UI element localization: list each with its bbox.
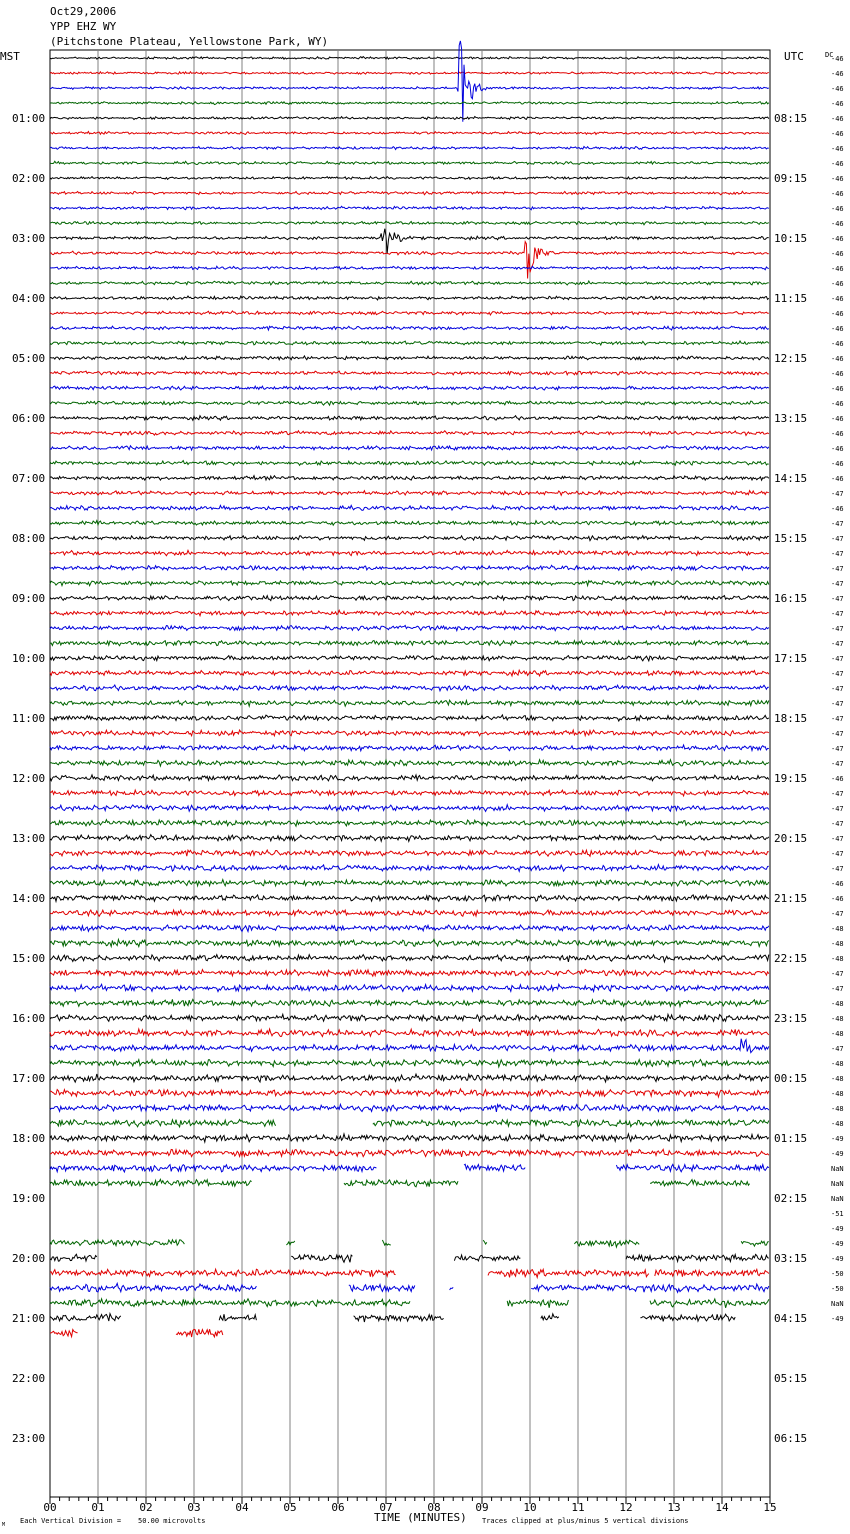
x-tick-label: 10: [523, 1501, 537, 1514]
left-hour-label: 05:00: [12, 352, 46, 365]
dc-offset-value: -47: [831, 535, 844, 543]
dc-offset-value: -49: [831, 1135, 844, 1143]
left-hour-label: 09:00: [12, 592, 46, 605]
seismic-trace: [50, 955, 769, 962]
left-hour-label: 21:00: [12, 1312, 46, 1325]
seismic-trace: [50, 820, 769, 827]
dc-offset-value: -47: [831, 910, 844, 918]
dc-offset-value: -48: [831, 940, 844, 948]
dc-offset-value: -47: [831, 655, 844, 663]
seismic-trace: [50, 326, 769, 330]
x-tick-label: 05: [283, 1501, 297, 1514]
dc-offset-value: -46: [831, 325, 844, 333]
seismic-trace: [50, 266, 769, 269]
seismic-trace: [50, 1039, 769, 1053]
seismic-trace: [50, 641, 769, 646]
dc-offset-value: -48: [831, 955, 844, 963]
dc-offset-value: -47: [831, 550, 844, 558]
dc-offset-value: -46: [831, 310, 844, 318]
dc-offset-value: -47: [831, 790, 844, 798]
right-hour-label: 21:15: [774, 892, 808, 905]
seismic-trace: [50, 1240, 769, 1247]
seismic-trace: [50, 1164, 769, 1172]
seismic-trace: [50, 760, 769, 766]
seismic-trace: [50, 790, 769, 796]
seismic-trace: [50, 910, 769, 916]
seismic-trace: [50, 670, 769, 676]
dc-offset-value: -47: [831, 490, 844, 498]
dc-offset-value: -46: [831, 445, 844, 453]
seismic-trace: [50, 1299, 769, 1308]
dc-offset-value: -46: [831, 415, 844, 423]
dc-offset-value: -46: [831, 355, 844, 363]
right-hour-label: 01:15: [774, 1132, 808, 1145]
right-hour-label: 17:15: [774, 652, 808, 665]
seismic-trace: [50, 939, 769, 946]
dc-offset-value: -48: [831, 1015, 844, 1023]
dc-offset-value: -46: [831, 295, 844, 303]
dc-offset-value: -46: [831, 235, 844, 243]
left-hour-label: 07:00: [12, 472, 46, 485]
x-tick-label: 04: [235, 1501, 249, 1514]
dc-offset-value: -48: [831, 1090, 844, 1098]
dc-offset-value: -46: [831, 85, 844, 93]
seismic-trace: [50, 1059, 769, 1067]
scale-note: Each Vertical Division = 50.00 microvolts: [20, 1517, 206, 1525]
seismic-trace: [50, 550, 769, 555]
right-hour-label: 00:15: [774, 1072, 808, 1085]
dc-offset-value: -47: [831, 760, 844, 768]
dc-offset-value: -47: [831, 820, 844, 828]
dc-offset-value: -47: [831, 610, 844, 618]
left-hour-label: 06:00: [12, 412, 46, 425]
seismic-trace: [50, 221, 769, 225]
left-hour-label: 22:00: [12, 1372, 46, 1385]
right-hour-label: 05:15: [774, 1372, 808, 1385]
dc-offset-value: -47: [831, 850, 844, 858]
seismic-trace: [50, 925, 769, 932]
dc-offset-value: -46: [831, 250, 844, 258]
dc-offset-value: -47: [831, 670, 844, 678]
x-axis-label: TIME (MINUTES): [374, 1511, 467, 1524]
left-hour-label: 15:00: [12, 952, 46, 965]
dc-offset-value: -47: [831, 1045, 844, 1053]
seismic-trace: [50, 191, 769, 195]
seismic-trace: [50, 850, 769, 856]
right-hour-label: 06:15: [774, 1432, 808, 1445]
dc-offset-value: -46: [831, 460, 844, 468]
left-hour-label: 20:00: [12, 1252, 46, 1265]
dc-offset-value: -47: [831, 745, 844, 753]
x-tick-label: 03: [187, 1501, 201, 1514]
seismic-trace: [50, 700, 769, 706]
dc-offset-value: -47: [831, 715, 844, 723]
right-hour-label: 03:15: [774, 1252, 808, 1265]
x-tick-label: 06: [331, 1501, 345, 1514]
seismic-trace: [50, 72, 769, 75]
right-hour-label: 02:15: [774, 1192, 808, 1205]
dc-offset-value: -51: [831, 1210, 844, 1218]
right-hour-label: 22:15: [774, 952, 808, 965]
left-hour-label: 10:00: [12, 652, 46, 665]
dc-offset-value: -48: [831, 925, 844, 933]
plot-date: Oct29,2006: [50, 5, 117, 18]
seismic-trace: [50, 1104, 769, 1112]
dc-offset-value: -47: [831, 985, 844, 993]
seismic-trace: [50, 1074, 769, 1082]
left-hour-label: 08:00: [12, 532, 46, 545]
seismic-trace: [50, 581, 769, 586]
seismic-trace: [50, 984, 769, 991]
dc-offset-value: NaN: [831, 1165, 844, 1173]
left-hour-label: 03:00: [12, 232, 46, 245]
left-hour-label: 23:00: [12, 1432, 46, 1445]
right-hour-label: 16:15: [774, 592, 808, 605]
seismic-trace: [50, 356, 769, 360]
seismic-trace: [50, 745, 769, 751]
left-hour-label: 16:00: [12, 1012, 46, 1025]
dc-offset-value: -46: [831, 475, 844, 483]
x-tick-label: 13: [667, 1501, 681, 1514]
dc-offset-value: -46: [831, 145, 844, 153]
dc-offset-value: -47: [831, 565, 844, 573]
seismic-trace: [50, 1179, 750, 1187]
dc-offset-value: -46: [831, 280, 844, 288]
dc-offset-value: -46: [831, 265, 844, 273]
dc-offset-value: -46: [831, 100, 844, 108]
seismic-trace: [50, 610, 769, 615]
dc-offset-value: -47: [831, 640, 844, 648]
left-hour-label: 04:00: [12, 292, 46, 305]
x-tick-label: 11: [571, 1501, 585, 1514]
seismic-trace: [50, 1149, 769, 1157]
dc-offset-value: -46: [831, 220, 844, 228]
dc-offset-value: -46: [831, 55, 844, 63]
seismic-trace: [50, 446, 769, 450]
seismic-trace: [50, 1014, 769, 1021]
seismic-trace: [50, 835, 769, 842]
seismic-trace: [50, 895, 769, 901]
seismic-trace: [50, 656, 769, 661]
dc-offset-value: -46: [831, 895, 844, 903]
seismic-trace: [50, 1314, 735, 1322]
seismic-trace: [50, 596, 769, 601]
seismic-trace: [50, 416, 769, 421]
dc-offset-value: -47: [831, 595, 844, 603]
x-tick-label: 08: [427, 1501, 441, 1514]
dc-offset-value: -46: [831, 340, 844, 348]
left-hour-label: 18:00: [12, 1132, 46, 1145]
dc-offset-value: -47: [831, 520, 844, 528]
seismic-trace: [50, 730, 769, 736]
dc-offset-value: -47: [831, 685, 844, 693]
x-tick-label: 15: [763, 1501, 777, 1514]
x-tick-label: 09: [475, 1501, 489, 1514]
seismic-trace: [50, 536, 769, 541]
left-hour-label: 14:00: [12, 892, 46, 905]
x-tick-label: 07: [379, 1501, 393, 1514]
dc-offset-value: -47: [831, 700, 844, 708]
dc-offset-value: -49: [831, 1240, 844, 1248]
seismic-trace: [50, 311, 769, 315]
dc-offset-value: -47: [831, 970, 844, 978]
seismic-trace: [50, 880, 769, 886]
dc-offset-value: -46: [831, 130, 844, 138]
dc-offset-value: -50: [831, 1285, 844, 1293]
seismic-trace: [50, 1329, 223, 1337]
seismic-trace: [50, 341, 769, 345]
dc-offset-value: -46: [831, 775, 844, 783]
x-tick-label: 14: [715, 1501, 729, 1514]
dc-offset-value: -50: [831, 1270, 844, 1278]
dc-offset-value: -48: [831, 1105, 844, 1113]
dc-offset-value: -49: [831, 1225, 844, 1233]
dc-offset-value: -49: [831, 1255, 844, 1263]
seismic-trace: [50, 461, 769, 466]
dc-offset-value: -46: [831, 175, 844, 183]
corner-mark: M: [2, 1522, 6, 1528]
traces: [50, 41, 769, 1337]
seismic-trace: [50, 242, 769, 279]
left-hour-label: 19:00: [12, 1192, 46, 1205]
left-hour-label: 02:00: [12, 172, 46, 185]
seismic-trace: [50, 296, 769, 300]
seismic-trace: [50, 102, 769, 105]
seismic-trace: [50, 229, 769, 253]
dc-offset-value: -46: [831, 370, 844, 378]
seismic-trace: [50, 117, 769, 120]
right-hour-label: 09:15: [774, 172, 808, 185]
seismic-trace: [50, 1134, 769, 1142]
seismic-trace: [50, 805, 769, 812]
left-hour-label: 17:00: [12, 1072, 46, 1085]
right-hour-label: 04:15: [774, 1312, 808, 1325]
right-hour-label: 15:15: [774, 532, 808, 545]
seismic-trace: [50, 371, 769, 375]
right-hour-label: 08:15: [774, 112, 808, 125]
seismic-trace: [50, 1029, 769, 1037]
left-hour-label: 11:00: [12, 712, 46, 725]
right-hour-label: 11:15: [774, 292, 808, 305]
seismic-trace: [50, 1119, 769, 1127]
dc-offset-value: -47: [831, 730, 844, 738]
dc-offset-value: -46: [831, 400, 844, 408]
dc-offset-value: -46: [831, 880, 844, 888]
seismic-trace: [50, 476, 769, 481]
dc-offset-header: DC: [825, 51, 834, 59]
x-tick-label: 01: [91, 1501, 105, 1514]
dc-offset-value: -46: [831, 430, 844, 438]
seismic-trace: [50, 177, 769, 180]
right-hour-label: 13:15: [774, 412, 808, 425]
right-hour-label: 14:15: [774, 472, 808, 485]
left-hour-label: 12:00: [12, 772, 46, 785]
seismic-trace: [50, 281, 769, 285]
seismic-trace: [50, 775, 769, 781]
dc-offset-value: -47: [831, 865, 844, 873]
seismic-trace: [50, 147, 769, 150]
seismic-trace: [50, 505, 769, 510]
dc-offset-value: -46: [831, 160, 844, 168]
seismic-trace: [50, 1089, 769, 1097]
dc-offset-value: -46: [831, 505, 844, 513]
station-code: YPP EHZ WY: [50, 20, 117, 33]
dc-offset-value: -47: [831, 835, 844, 843]
dc-offset-value: -47: [831, 580, 844, 588]
seismic-trace: [50, 865, 769, 872]
x-tick-label: 12: [619, 1501, 633, 1514]
dc-offset-value: -46: [831, 385, 844, 393]
dc-offset-value: NaN: [831, 1180, 844, 1188]
seismic-trace: [50, 1269, 769, 1278]
dc-offset-value: -46: [831, 115, 844, 123]
dc-offset-value: -48: [831, 1030, 844, 1038]
dc-offset-value: NaN: [831, 1300, 844, 1308]
seismic-trace: [50, 41, 769, 122]
dc-offset-value: -46: [831, 205, 844, 213]
labels: [12, 55, 844, 1514]
dc-offset-value: -48: [831, 1060, 844, 1068]
dc-offset-value: NaN: [831, 1195, 844, 1203]
right-hour-label: 12:15: [774, 352, 808, 365]
dc-offset-value: -48: [831, 1075, 844, 1083]
seismic-trace: [50, 626, 769, 631]
dc-offset-value: -48: [831, 1120, 844, 1128]
seismic-trace: [50, 521, 769, 526]
seismic-trace: [50, 715, 769, 721]
dc-offset-value: -46: [831, 70, 844, 78]
right-hour-label: 20:15: [774, 832, 808, 845]
left-hour-label: 01:00: [12, 112, 46, 125]
left-hour-label: 13:00: [12, 832, 46, 845]
seismic-trace: [50, 431, 769, 436]
dc-offset-value: -47: [831, 625, 844, 633]
seismic-trace: [50, 57, 769, 60]
station-location: (Pitchstone Plateau, Yellowstone Park, WY): [50, 35, 329, 48]
seismic-trace: [50, 132, 769, 135]
right-hour-label: 18:15: [774, 712, 808, 725]
dc-offset-value: -49: [831, 1315, 844, 1323]
dc-offset-value: -46: [831, 190, 844, 198]
seismic-trace: [50, 161, 769, 164]
seismic-trace: [50, 401, 769, 405]
seismic-trace: [50, 685, 769, 691]
seismic-trace: [50, 565, 769, 570]
seismic-trace: [50, 1283, 769, 1292]
seismic-trace: [50, 970, 769, 977]
x-tick-label: 00: [43, 1501, 57, 1514]
seismic-trace: [50, 1254, 769, 1262]
seismic-trace: [50, 386, 769, 390]
right-hour-label: 19:15: [774, 772, 808, 785]
clip-note: Traces clipped at plus/minus 5 vertical divisions: [482, 1517, 689, 1525]
right-hour-label: 23:15: [774, 1012, 808, 1025]
right-timezone-label: UTC: [784, 50, 804, 63]
seismic-trace: [50, 206, 769, 209]
seismic-trace: [50, 491, 769, 496]
x-tick-label: 02: [139, 1501, 153, 1514]
dc-offset-value: -49: [831, 1150, 844, 1158]
dc-offset-value: -48: [831, 1000, 844, 1008]
left-timezone-label: MST: [0, 50, 20, 63]
dc-offset-value: -47: [831, 805, 844, 813]
seismic-trace: [50, 999, 769, 1006]
right-hour-label: 10:15: [774, 232, 808, 245]
